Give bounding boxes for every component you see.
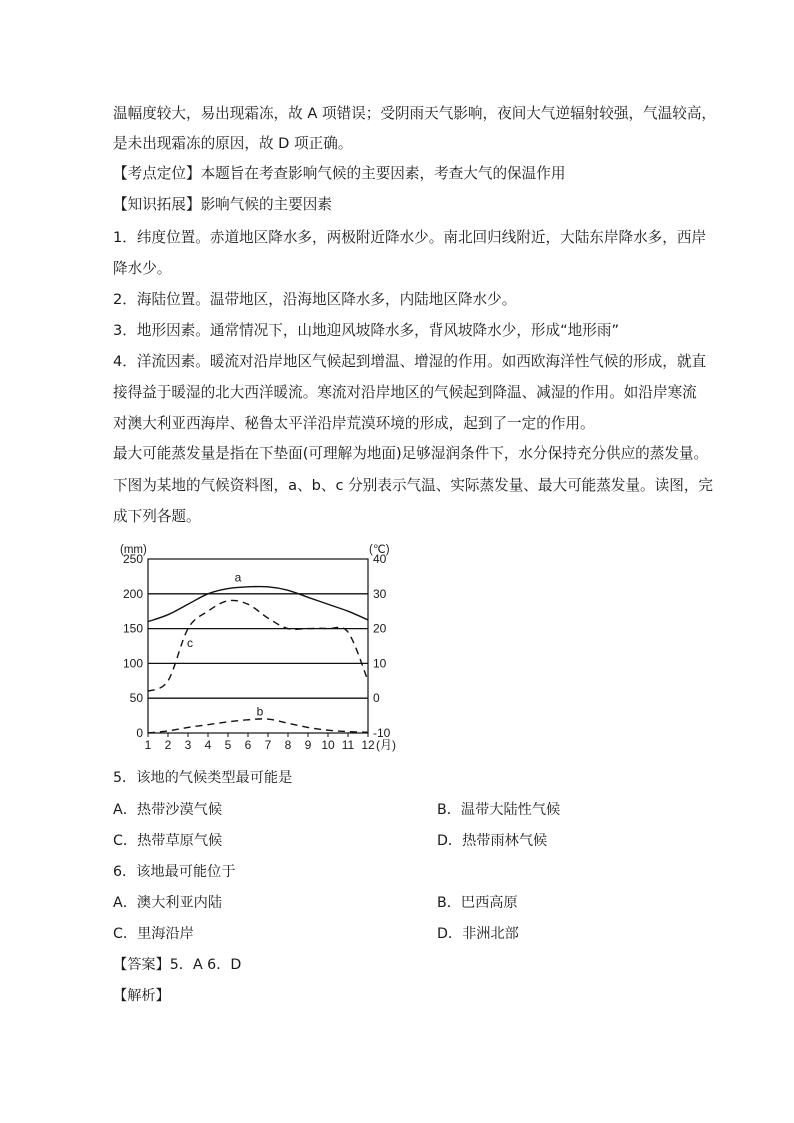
paragraph-line: 下图为某地的气候资料图，a、b、c 分别表示气温、实际蒸发量、最大可能蒸发量。读图，完	[113, 477, 714, 494]
x-tick-label: 10	[321, 738, 335, 752]
left-tick-label: 150	[122, 621, 143, 636]
right-tick-label: 20	[373, 621, 387, 636]
left-tick-label: 250	[122, 552, 143, 566]
x-tick-label: 12	[361, 738, 375, 752]
q5-option-c: C．热带草原气候	[113, 833, 223, 849]
x-tick-label: 9	[304, 738, 312, 752]
q5-option-d: D．热带雨林气候	[437, 833, 548, 849]
paragraph-line: 温幅度较大，易出现霜冻，故 A 项错误；受阴雨天气影响，夜间大气逆辐射较强，气温较高，	[113, 105, 717, 122]
series-c-label: c	[187, 635, 193, 650]
x-tick-label: 8	[284, 738, 292, 752]
paragraph-line: 2．海陆位置。温带地区，沿海地区降水多，内陆地区降水少。	[113, 291, 517, 308]
paragraph-line: 最大可能蒸发量是指在下垫面(可理解为地面)足够湿润条件下，水分保持充分供应的蒸发量。	[113, 445, 709, 462]
series-a-label: a	[234, 570, 242, 585]
paragraph-line: 3．地形因素。通常情况下，山地迎风坡降水多，背风坡降水少，形成“地形雨”	[113, 322, 620, 339]
paragraph-line: 降水少。	[113, 260, 172, 277]
analysis-heading: 【解析】	[113, 988, 170, 1004]
paragraph-line: 4．洋流因素。暖流对沿岸地区气候起到增温、增湿的作用。如西欧海洋性气候的形成，就直	[113, 353, 707, 370]
chart-labels	[120, 544, 396, 752]
x-tick-label: 11	[341, 738, 355, 752]
x-tick-label: 2	[164, 738, 172, 752]
left-tick-label: 0	[136, 726, 143, 740]
right-unit-label: (℃)	[369, 544, 390, 556]
left-tick-label: 50	[129, 691, 143, 706]
paragraph-line: 接得益于暖湿的北大西洋暖流。寒流对沿岸地区的气候起到降温、减湿的作用。如沿岸寒流	[113, 384, 697, 401]
zhishi-heading: 【知识拓展】影响气候的主要因素	[113, 196, 332, 213]
x-tick-label: 6	[244, 738, 252, 752]
q6-option-c: C．里海沿岸	[113, 926, 194, 942]
left-unit-label: (mm)	[120, 544, 147, 556]
kaodian-heading: 【考点定位】本题旨在考查影响气候的主要因素，考查大气的保温作用	[113, 165, 566, 182]
q5-option-a: A．热带沙漠气候	[113, 802, 223, 818]
answer-line: 【答案】5．A 6．D	[113, 957, 242, 973]
series-b-label: b	[256, 704, 264, 719]
question-5-stem: 5．该地的气候类型最可能是	[113, 770, 293, 786]
x-tick-label: 5	[224, 738, 232, 752]
question-6-stem: 6．该地最可能位于	[113, 864, 236, 880]
series-c-line	[148, 600, 368, 691]
left-tick-label: 200	[122, 586, 143, 601]
paragraph-line: 成下列各题。	[113, 508, 201, 525]
x-tick-label: 3	[184, 738, 192, 752]
q6-option-d: D．非洲北部	[437, 926, 519, 942]
x-unit-label: (月)	[376, 738, 396, 752]
x-tick-label: 7	[264, 738, 272, 752]
right-tick-label: 0	[373, 691, 380, 706]
left-tick-label: 100	[122, 656, 143, 671]
paragraph-line: 对澳大利亚西海岸、秘鲁太平洋沿岸荒漠环境的形成，起到了一定的作用。	[113, 415, 595, 432]
series-a-line	[148, 587, 368, 622]
q6-option-a: A．澳大利亚内陆	[113, 895, 223, 911]
right-tick-label: 10	[373, 656, 387, 671]
paragraph-line: 1．纬度位置。赤道地区降水多，两极附近降水少。南北回归线附近，大陆东岸降水多，西岸	[113, 229, 707, 246]
right-tick-label: 40	[373, 552, 387, 566]
paragraph-line: 是未出现霜冻的原因，故 D 项正确。	[113, 135, 353, 152]
x-tick-label: 1	[144, 738, 152, 752]
right-tick-label: 30	[373, 586, 387, 601]
x-tick-label: 4	[204, 738, 212, 752]
series-b-line	[148, 719, 368, 733]
q6-option-b: B．巴西高原	[437, 895, 518, 911]
right-tick-label: -10	[373, 726, 391, 740]
climate-chart	[112, 538, 412, 754]
q5-option-b: B．温带大陆性气候	[437, 802, 561, 818]
